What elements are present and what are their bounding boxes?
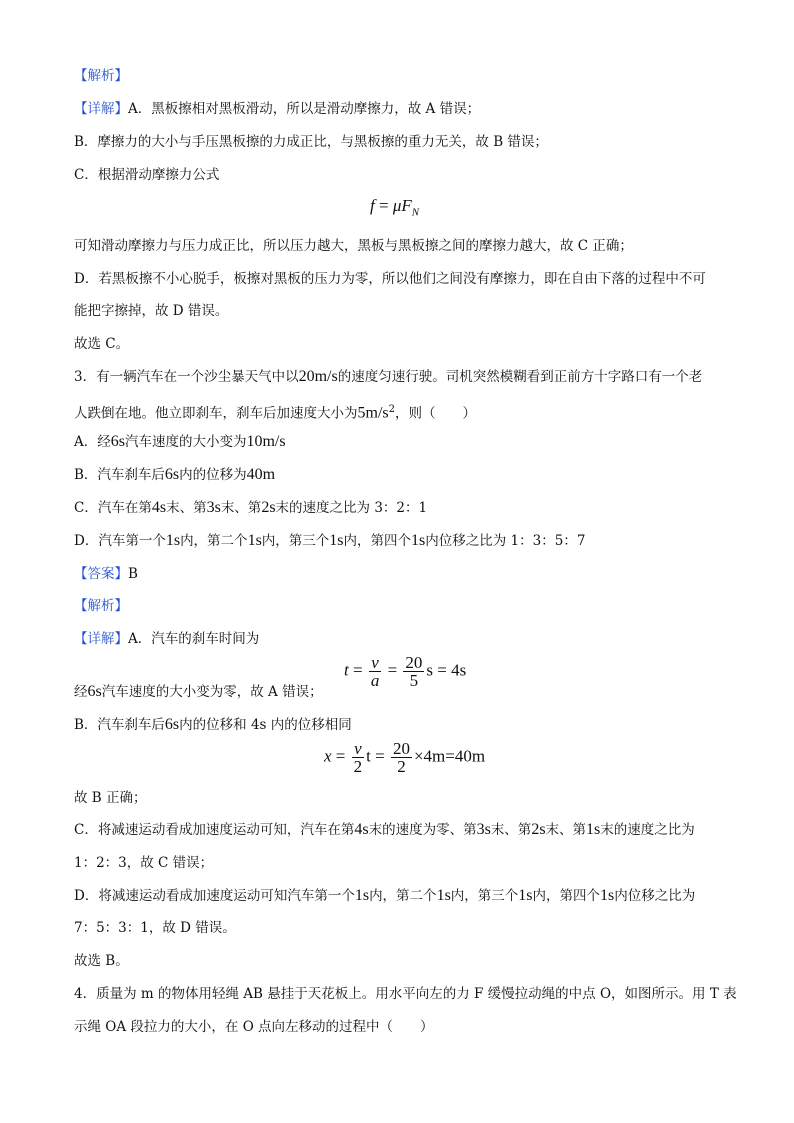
opt-text: 内，第二个	[180, 533, 248, 549]
stem-text: 人跌倒在地。他立即刹车，刹车后加速度大小为	[74, 405, 358, 422]
detail-num: 1s	[518, 887, 533, 904]
detail-text: D．将减速运动看成加速度运动可知汽车第一个	[74, 888, 355, 904]
detail-num: 1s	[600, 887, 615, 904]
answer-value: B	[128, 566, 138, 582]
detail-num: 1s	[354, 887, 370, 904]
eq-sign: =	[383, 660, 402, 680]
option-d	[74, 532, 585, 550]
detail-text: B．汽车刹车后	[74, 717, 165, 733]
detail-line-q3-d2: 7：5：3：1，故 D 错误。	[74, 920, 236, 936]
eq-tail: s = 4s	[426, 660, 467, 680]
numerator: 20	[405, 653, 423, 672]
detail-text: 内，第二个	[369, 888, 437, 904]
formula-mu-f: μF	[392, 196, 412, 215]
detail-text: 末、第	[490, 822, 532, 838]
denominator: 2	[397, 757, 406, 776]
opt-text: 内，第四个	[343, 533, 412, 549]
fraction-20-2	[391, 740, 412, 775]
opt-text: B．汽车刹车后	[74, 467, 165, 483]
b-correct-line: 故 B 正确；	[74, 790, 147, 806]
opt-text: 内，第三个	[261, 533, 330, 549]
eq-sign: =	[331, 746, 350, 766]
detail-num: 1s	[436, 887, 451, 904]
fraction-v-2	[352, 740, 365, 775]
detail-text: 内，第三个	[450, 888, 519, 904]
formula-equals: =	[374, 196, 393, 215]
detail-line-q3-c2: 1：2：3，故 C 错误；	[74, 855, 214, 871]
stem-text: 3．有一辆汽车在一个沙尘暴天气中以	[74, 369, 299, 385]
eq-tail: ×4m=40m	[413, 746, 486, 766]
opt-text: C．汽车在第	[74, 500, 152, 516]
detail-text: 末的速度为零、第	[368, 822, 477, 838]
detail-text: A．汽车的刹车时间为	[128, 631, 260, 647]
detail-num: 1s	[586, 821, 601, 838]
detail-text: C．将减速运动看成加速度运动可知，汽车在第	[74, 822, 355, 838]
eq-var-t: t	[344, 660, 349, 680]
opt-num: 3s	[206, 499, 221, 516]
opt-text: 汽车速度的大小变为	[124, 434, 247, 450]
detail-num: 2s	[531, 821, 546, 838]
opt-text: 末的速度之比为 3：2：1	[275, 500, 428, 516]
detail-line-b: B．摩擦力的大小与手压黑板擦的力成正比，与黑板擦的重力无关，故 B 错误；	[74, 134, 548, 150]
numerator: 20	[392, 739, 410, 758]
opt-num: 1s	[165, 532, 181, 549]
detail-text: 末的速度之比为	[600, 822, 695, 838]
option-c	[74, 499, 427, 517]
accel-value: 5m/s	[357, 404, 389, 422]
detail-line-q3-d1	[74, 887, 695, 905]
eq-mid: t =	[366, 746, 389, 766]
detail-line-q3-b	[74, 716, 352, 734]
opt-num: 4s	[151, 499, 167, 516]
detail-tag-q3: 【详解】	[74, 631, 128, 647]
opt-num: 1s	[247, 532, 262, 549]
opt-num: 2s	[261, 499, 276, 516]
choice-line-q3: 故选 B。	[74, 953, 129, 969]
answer-line	[74, 565, 138, 583]
opt-num: 6s	[164, 466, 180, 483]
detail-num: 6s	[164, 716, 180, 733]
q3-stem-line2: 人跌倒在地。他立即刹车，刹车后加速度大小为$5m/s^2$，则（ ）	[74, 404, 476, 422]
detail-text: 内的位移和 4s 内的位移相同	[179, 717, 352, 733]
analysis-tag-q3: 【解析】	[74, 598, 128, 614]
opt-text: 内的位移为	[179, 467, 247, 483]
opt-num: 1s	[411, 532, 426, 549]
opt-num: 10m/s	[246, 433, 286, 450]
detail-text: A．黑板擦相对黑板滑动，所以是滑动摩擦力，故 A 错误；	[128, 101, 481, 117]
detail-num: 6s	[87, 683, 102, 700]
eq-sign: =	[348, 660, 367, 680]
speed-value: 20m/s	[298, 368, 338, 385]
detail-text: 内位移之比为	[614, 888, 696, 904]
detail-tag: 【详解】	[74, 101, 128, 117]
eq-var-x: x	[324, 746, 332, 766]
detail-line-c: C．根据滑动摩擦力公式	[74, 167, 220, 183]
formula-f: f	[370, 196, 375, 215]
denominator: 5	[409, 671, 419, 690]
q3-stem-line1	[74, 368, 702, 386]
detail-line-q3-a	[74, 630, 259, 648]
option-b	[74, 466, 275, 484]
detail-text: 经	[74, 684, 88, 700]
detail-line-d2: 能把字擦掉，故 D 错误。	[74, 303, 229, 319]
detail-line-q3-c1	[74, 821, 695, 839]
opt-text: 内位移之比为 1：3：5：7	[425, 533, 586, 549]
stem-text: ，则（ ）	[395, 405, 476, 422]
detail-num: 4s	[354, 821, 369, 838]
option-a	[74, 433, 286, 451]
formula-subscript: N	[411, 206, 420, 219]
analysis-tag: 【解析】	[74, 68, 128, 84]
detail-num: 3s	[476, 821, 491, 838]
q4-stem-line2: 示绳 OA 段拉力的大小，在 O 点向左移动的过程中（ ）	[74, 1019, 434, 1035]
detail-line-q3-a2	[74, 683, 323, 701]
detail-text: 汽车速度的大小变为零，故 A 错误；	[101, 684, 323, 700]
opt-num: 6s	[110, 433, 125, 450]
opt-num: 40m	[246, 466, 276, 483]
braking-time-equation	[344, 654, 466, 689]
numerator: v	[354, 739, 362, 758]
numerator: v	[371, 653, 379, 672]
friction-formula	[370, 196, 419, 218]
detail-line-d1: D．若黑板擦不小心脱手，板擦对黑板的压力为零，所以他们之间没有摩擦力，即在自由下落的过程中不可	[74, 271, 706, 287]
denominator: 2	[353, 757, 363, 776]
q4-stem-line1: 4．质量为 m 的物体用轻绳 AB 悬挂于天花板上。用水平向左的力 F 缓慢拉动绳的中点 O，如图所示。用 T 表	[74, 986, 737, 1002]
stem-text: 的速度匀速行驶。司机突然模糊看到正前方十字路口有一个老	[337, 369, 703, 385]
detail-text: 末、第	[545, 822, 587, 838]
opt-text: 末、第	[220, 500, 262, 516]
answer-tag: 【答案】	[74, 566, 128, 582]
denominator: a	[370, 671, 380, 690]
detail-text: 内，第四个	[532, 888, 601, 904]
detail-line-c2: 可知滑动摩擦力与压力成正比，所以压力越大，黑板与黑板擦之间的摩擦力越大，故 C 正确；	[74, 238, 633, 254]
choice-line: 故选 C。	[74, 336, 130, 352]
detail-line-a	[74, 100, 480, 118]
opt-text: D．汽车第一个	[74, 533, 166, 549]
fraction-v-a	[369, 654, 382, 689]
opt-text: A．经	[74, 434, 111, 450]
opt-num: 1s	[329, 532, 344, 549]
opt-text: 末、第	[166, 500, 207, 516]
fraction-20-5	[403, 654, 424, 689]
displacement-equation	[324, 740, 485, 775]
